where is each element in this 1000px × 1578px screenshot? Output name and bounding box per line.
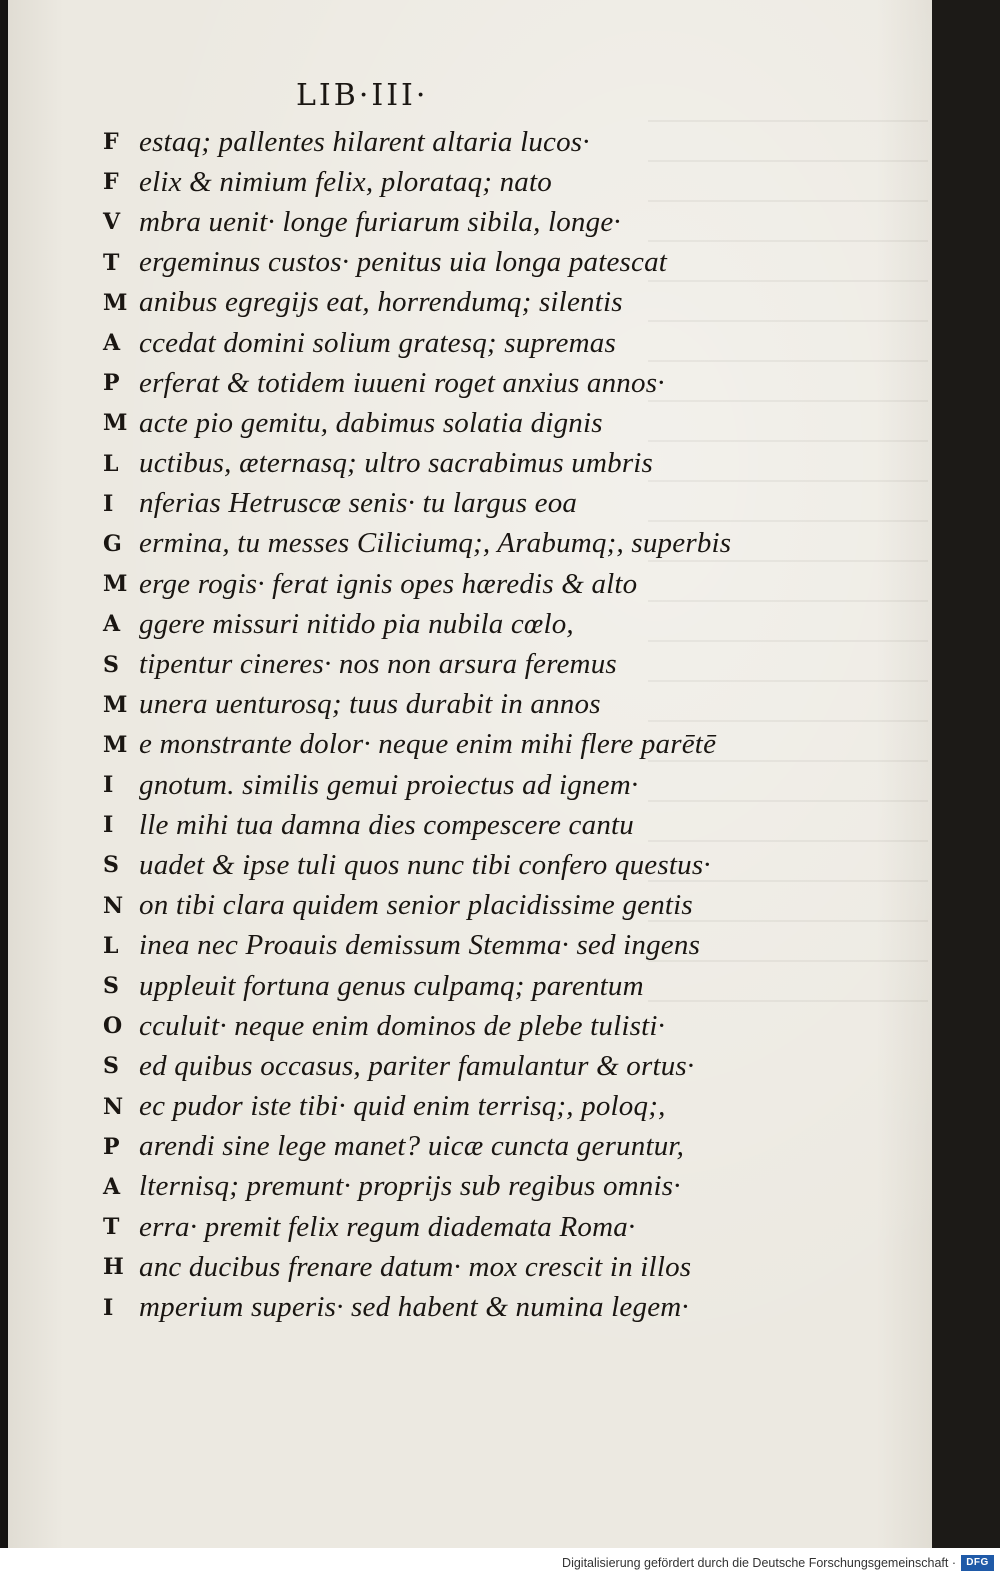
- verse-initial: F: [103, 129, 119, 156]
- verse-text: mbra uenit· longe furiarum sibila, longe·: [139, 205, 621, 238]
- verse-initial: S: [103, 1053, 119, 1080]
- verse-initial: P: [103, 370, 120, 397]
- verse-text: unera uenturosq; tuus durabit in annos: [139, 688, 601, 721]
- verse-line: [103, 162, 923, 202]
- verse-text: on tibi clara quidem senior placidissime gentis: [139, 889, 693, 922]
- verse-initial: S: [103, 852, 119, 879]
- verse-line: [103, 524, 923, 564]
- verse-text: acte pio gemitu, dabimus solatia dignis: [139, 406, 603, 439]
- verse-text: ergeminus custos· penitus uia longa patescat: [139, 246, 668, 279]
- verse-initial: T: [103, 1214, 120, 1241]
- verse-line: [103, 886, 923, 926]
- verse-line: [103, 564, 923, 604]
- verse-initial: G: [103, 530, 122, 557]
- verse-line: [103, 1087, 923, 1127]
- verse-text: ec pudor iste tibi· quid enim terrisq;, poloq;,: [139, 1090, 666, 1123]
- verse-text: e monstrante dolor· neque enim mihi flere parētē: [139, 728, 717, 761]
- verse-initial: H: [103, 1254, 124, 1281]
- verse-initial: M: [103, 691, 128, 718]
- verse-text: arendi sine lege manet? uicæ cuncta geruntur,: [139, 1130, 685, 1163]
- verse-line: [103, 966, 923, 1006]
- verse-initial: A: [103, 1173, 121, 1200]
- verse-text: inea nec Proauis demissum Stemma· sed ingens: [139, 929, 701, 962]
- verse-initial: F: [103, 169, 119, 196]
- verse-line: [103, 202, 923, 242]
- verse-text: ccedat domini solium gratesq; supremas: [139, 326, 616, 359]
- verse-initial: L: [103, 932, 119, 959]
- verse-initial: M: [103, 731, 128, 758]
- verse-text: anc ducibus frenare datum· mox crescit in illos: [139, 1250, 692, 1283]
- verse-text: lle mihi tua damna dies compescere cantu: [139, 808, 634, 841]
- digitization-credit: Digitalisierung gefördert durch die Deutsche Forschungsgemeinschaft ·: [562, 1556, 956, 1570]
- verse-text: ggere missuri nitido pia nubila cœlo,: [139, 607, 574, 640]
- verse-initial: T: [103, 249, 120, 276]
- verse-initial: S: [103, 973, 119, 1000]
- verse-line: [103, 283, 923, 323]
- verse-initial: P: [103, 1133, 120, 1160]
- verse-text: cculuit· neque enim dominos de plebe tulisti·: [139, 1009, 666, 1042]
- verse-line: [103, 685, 923, 725]
- verse-line: [103, 1127, 923, 1167]
- verse-initial: N: [103, 1093, 124, 1120]
- verse-line: [103, 243, 923, 283]
- verse-initial: I: [103, 490, 114, 517]
- verse-line: [103, 403, 923, 443]
- verse-initial: A: [103, 611, 121, 638]
- verse-line: [103, 363, 923, 403]
- verse-initial: M: [103, 571, 128, 598]
- verse-initial: V: [103, 209, 121, 236]
- verse-line: [103, 604, 923, 644]
- verse-line: [103, 1046, 923, 1086]
- verse-initial: M: [103, 410, 128, 437]
- book-page: [8, 0, 932, 1548]
- verse-line: [103, 1287, 923, 1327]
- verse-line: [103, 122, 923, 162]
- verse-initial: O: [103, 1013, 123, 1040]
- verse-line: [103, 765, 923, 805]
- verse-line: [103, 805, 923, 845]
- verse-line: [103, 1247, 923, 1287]
- verse-text: gnotum. similis gemui proiectus ad ignem·: [139, 768, 639, 801]
- verse-text: lternisq; premunt· proprijs sub regibus omnis·: [139, 1170, 681, 1203]
- verse-line: [103, 1006, 923, 1046]
- verse-text: ed quibus occasus, pariter famulantur & ortus·: [139, 1049, 695, 1082]
- verse-line: [103, 845, 923, 885]
- verse-initial: A: [103, 330, 121, 357]
- verse-initial: S: [103, 651, 119, 678]
- verse-line: [103, 1207, 923, 1247]
- verse-text: anibus egregijs eat, horrendumq; silentis: [139, 286, 623, 319]
- verse-initial: N: [103, 892, 124, 919]
- verse-line: [103, 444, 923, 484]
- verse-line: [103, 926, 923, 966]
- verse-initial: I: [103, 772, 114, 799]
- verse-initial: I: [103, 1294, 114, 1321]
- verse-text: elix & nimium felix, plorataq; nato: [139, 165, 552, 198]
- verse-text: erge rogis· ferat ignis opes hæredis & alto: [139, 567, 638, 600]
- verse-initial: M: [103, 289, 128, 316]
- verse-text: uppleuit fortuna genus culpamq; parentum: [139, 969, 644, 1002]
- verse-text: mperium superis· sed habent & numina legem·: [139, 1291, 689, 1324]
- verse-text: uctibus, æternasq; ultro sacrabimus umbris: [139, 447, 654, 480]
- verse-initial: L: [103, 450, 119, 477]
- running-title: LIB·III·: [296, 78, 429, 113]
- verse-text: ermina, tu messes Ciliciumq;, Arabumq;, superbis: [139, 527, 732, 560]
- verse-line: [103, 644, 923, 684]
- verse-line: [103, 1167, 923, 1207]
- verse-line: [103, 725, 923, 765]
- verse-text: erferat & totidem iuueni roget anxius annos·: [139, 366, 665, 399]
- dfg-logo: DFG: [961, 1555, 994, 1571]
- verse-text: tipentur cineres· nos non arsura feremus: [139, 648, 617, 681]
- verse-text: nferias Hetruscæ senis· tu largus eoa: [139, 487, 578, 520]
- verse-text: estaq; pallentes hilarent altaria lucos·: [139, 125, 590, 158]
- footer-bar: [0, 1548, 1000, 1578]
- verse-line: [103, 323, 923, 363]
- verse-initial: I: [103, 812, 114, 839]
- verse-line: [103, 484, 923, 524]
- verse-text: uadet & ipse tuli quos nunc tibi confero questus·: [139, 848, 711, 881]
- verse-block: [103, 122, 923, 1328]
- verse-text: erra· premit felix regum diademata Roma·: [139, 1210, 636, 1243]
- page-edge-shadow: [932, 0, 1000, 1548]
